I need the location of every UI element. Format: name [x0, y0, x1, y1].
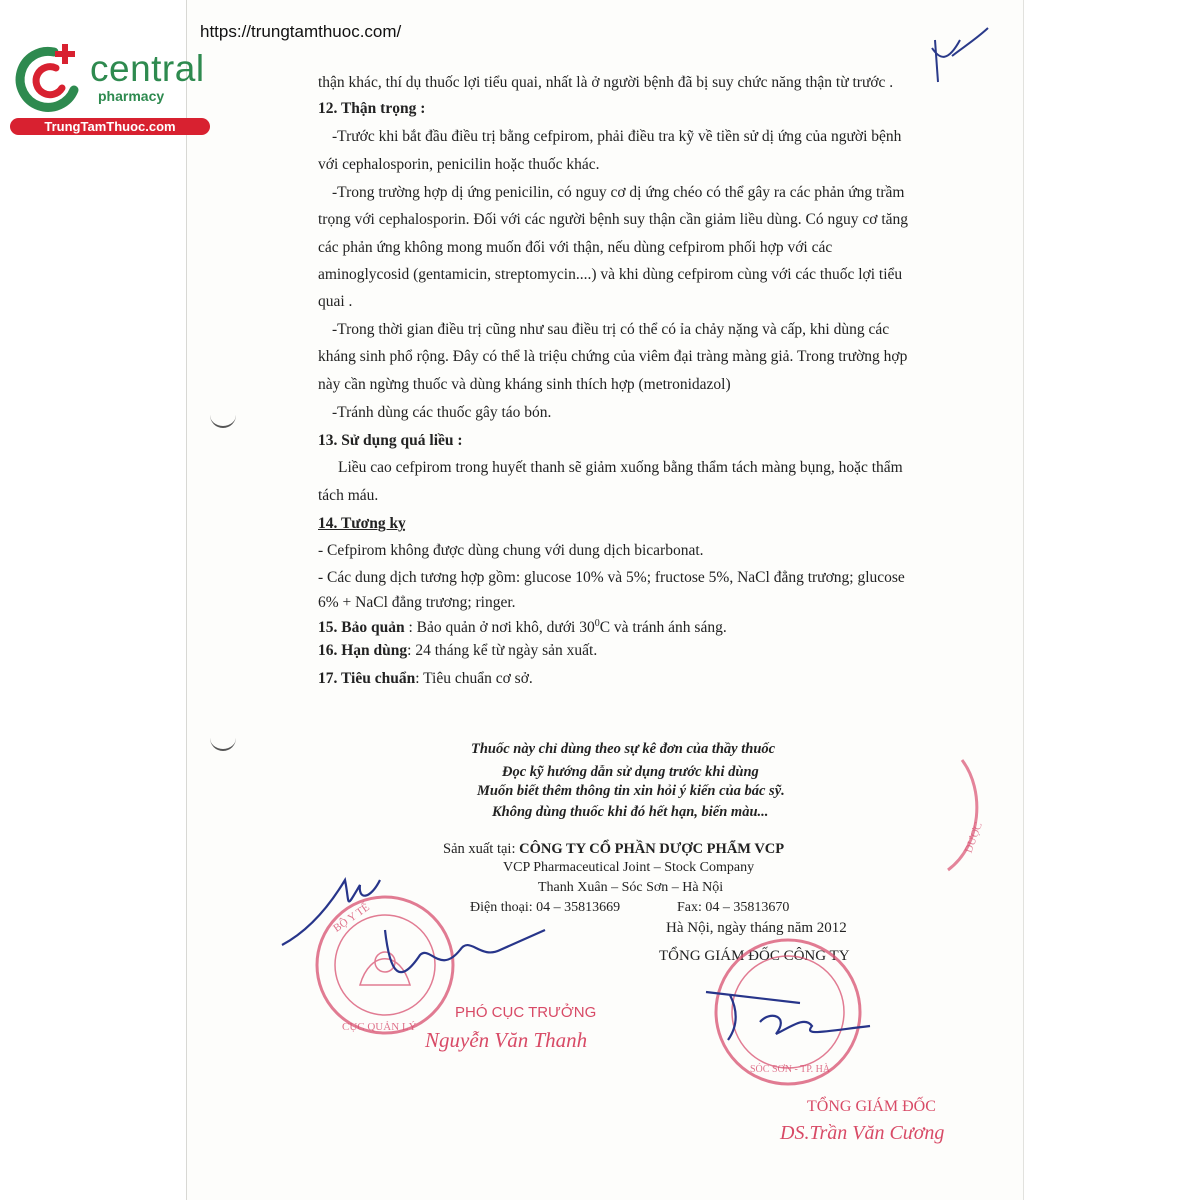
text-line: với cephalosporin, penicilin hoặc thuốc khác. — [318, 156, 600, 173]
warning-line: Đọc kỹ hướng dẫn sử dụng trước khi dùng — [502, 764, 759, 780]
text-line: kháng sinh phổ rộng. Đây có thể là triệu chứng của viêm đại tràng màng giả. Trong trường hợp — [318, 348, 908, 365]
manufacturer-line: Sản xuất tại: CÔNG TY CỔ PHẦN DƯỢC PHẨM VCP — [443, 841, 785, 857]
text-line: - Cefpirom không được dùng chung với dung dịch bicarbonat. — [318, 542, 704, 559]
section-title-12: 12. Thận trọng : — [318, 100, 426, 117]
text-line: thận khác, thí dụ thuốc lợi tiểu quai, nhất là ở người bệnh đã bị suy chức năng thận từ trước . — [318, 74, 894, 91]
section-label: 15. Bảo quản — [318, 619, 405, 637]
text-line: 6% + NaCl đẳng trương; ringer. — [318, 594, 516, 611]
document-page — [186, 0, 1024, 1200]
svg-text:CỤC QUẢN LÝ: CỤC QUẢN LÝ — [342, 1021, 417, 1033]
right-signer-name: DS.Trần Văn Cương — [780, 1122, 945, 1144]
text-line: quai . — [318, 293, 353, 310]
left-signer-title: PHÓ CỤC TRƯỞNG — [455, 1004, 597, 1021]
text-line: -Trước khi bắt đầu điều trị bằng cefpirom, phải điều tra kỹ về tiền sử dị ứng của người bệnh — [332, 128, 902, 145]
text-line: này cần ngừng thuốc và dùng kháng sinh thích hợp (metronidazol) — [318, 376, 731, 393]
warning-line: Muốn biết thêm thông tin xin hỏi ý kiến của bác sỹ. — [477, 783, 785, 799]
right-signer-title: TỔNG GIÁM ĐỐC — [807, 1098, 936, 1115]
section-title-13: 13. Sử dụng quá liều : — [318, 432, 463, 449]
text-line: trọng với cephalosporin. Đối với các người bệnh suy thận cần giảm liều dùng. Có nguy cơ tăng — [318, 211, 909, 228]
text-line: các phản ứng không mong muốn đối với thận, nếu dùng cefpirom phối hợp với các — [318, 239, 833, 256]
section-label: 16. Hạn dùng — [318, 642, 408, 659]
warning-line: Không dùng thuốc khi đó hết hạn, biến màu... — [492, 804, 769, 820]
date-line: Hà Nội, ngày tháng năm 2012 — [666, 920, 847, 936]
text-line: -Tránh dùng các thuốc gây táo bón. — [332, 404, 552, 421]
manufacturer-address: Thanh Xuân – Sóc Sơn – Hà Nội — [538, 880, 724, 895]
manufacturer-phone: Điện thoại: 04 – 35813669 — [470, 900, 621, 915]
svg-text:DƯỢC: DƯỢC — [962, 820, 985, 855]
section-15: 15. Bảo quản : Bảo quản ở nơi khô, dưới $30^0C$ và tránh ánh sáng. — [318, 618, 727, 637]
section-label: 17. Tiêu chuẩn — [318, 670, 416, 687]
svg-text:BỘ Y TẾ: BỘ Y TẾ — [331, 901, 372, 935]
text-line: - Các dung dịch tương hợp gồm: glucose 10% và 5%; fructose 5%, NaCl đẳng trương; glucose — [318, 569, 905, 586]
warning-line: Thuốc này chỉ dùng theo sự kê đơn của thầy thuốc — [471, 741, 776, 757]
svg-text:SÓC SƠN - TP. HÀ: SÓC SƠN - TP. HÀ — [750, 1064, 831, 1075]
text-line: tách máu. — [318, 487, 379, 504]
left-signer-name: Nguyễn Văn Thanh — [425, 1028, 588, 1052]
manufacturer-english: VCP Pharmaceutical Joint – Stock Company — [503, 860, 755, 875]
logo-mark-icon — [10, 38, 90, 118]
text-line: Liều cao cefpirom trong huyết thanh sẽ giảm xuống bằng thẩm tách màng bụng, hoặc thẩm — [338, 459, 903, 476]
text-line: -Trong trường hợp dị ứng penicilin, có nguy cơ dị ứng chéo có thể gây ra các phản ứng trầm — [332, 184, 905, 201]
manufacturer-fax: Fax: 04 – 35813670 — [677, 900, 790, 915]
brand-logo[interactable] — [10, 38, 215, 138]
text-line: -Trong thời gian điều trị cũng như sau điều trị có thể có ỉa chảy nặng và cấp, khi dùng các — [332, 321, 890, 338]
logo-name: central — [90, 48, 205, 89]
director-title: TỔNG GIÁM ĐỐC CÔNG TY — [659, 948, 850, 964]
logo-site-badge: TrungTamThuoc.com — [10, 118, 210, 135]
text-line: aminoglycosid (gentamicin, streptomycin....) và khi dùng cefpirom cùng với các thuốc lợi tiểu — [318, 266, 903, 283]
section-17: 17. Tiêu chuẩn: Tiêu chuẩn cơ sở. — [318, 670, 533, 687]
source-url[interactable]: https://trungtamthuoc.com/ — [200, 22, 402, 41]
logo-subtitle: pharmacy — [98, 88, 165, 104]
section-title-14: 14. Tương kỵ — [318, 515, 406, 532]
section-16: 16. Hạn dùng: 24 tháng kể từ ngày sản xuất. — [318, 642, 598, 659]
